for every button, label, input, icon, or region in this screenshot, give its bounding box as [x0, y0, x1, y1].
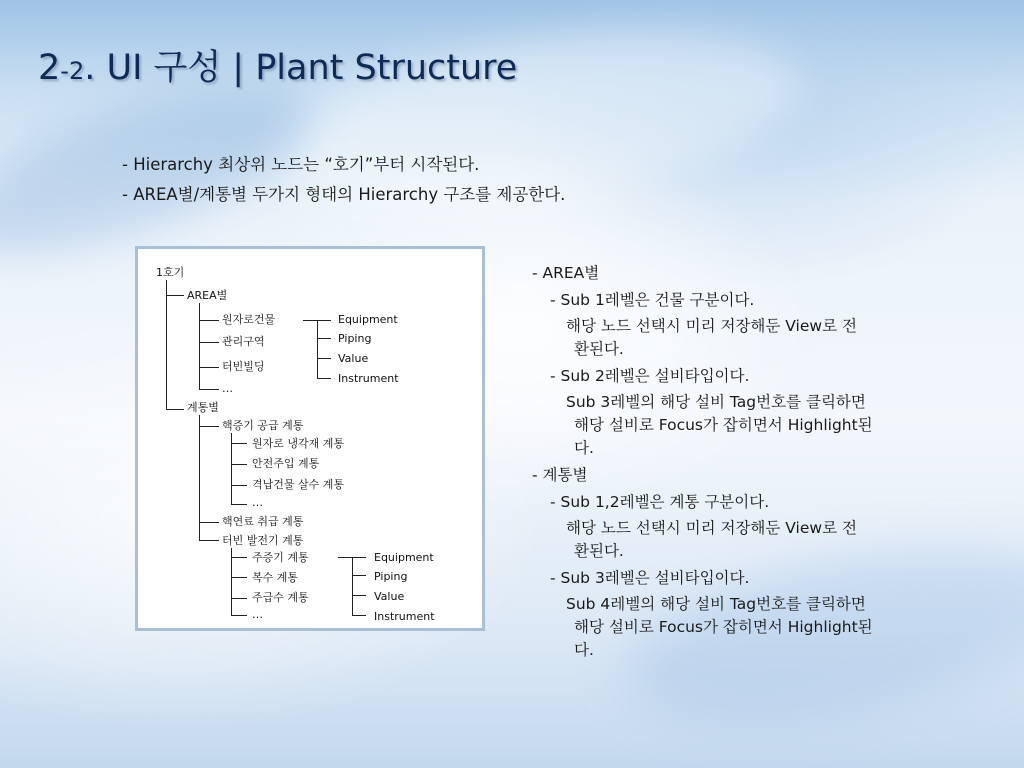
- tree-node-subsystem: …: [252, 496, 263, 509]
- hierarchy-tree-panel: [135, 246, 485, 631]
- tree-node-system-item: 핵증기 공급 계통: [222, 419, 304, 432]
- tree-connector: [317, 378, 331, 379]
- intro-line-1: - Hierarchy 최상위 노드는 “호기”부터 시작된다.: [122, 155, 480, 174]
- tree-node-subsystem: 안전주입 계통: [252, 457, 320, 470]
- tree-connector: [199, 389, 219, 390]
- tree-node-area-item: …: [222, 382, 233, 395]
- desc-line: 환된다.: [574, 542, 624, 560]
- title-text: . UI 구성 | Plant Structure: [84, 48, 518, 88]
- tree-connector: [317, 320, 318, 378]
- desc-line: 다.: [574, 439, 594, 457]
- tree-connector: [199, 342, 219, 343]
- tree-node-subsystem: 주증기 계통: [252, 551, 309, 564]
- tree-connector: [231, 485, 247, 486]
- desc-system-sub1: - Sub 1,2레벨은 계통 구분이다.: [550, 493, 770, 511]
- desc-system-sub3: - Sub 3레벨은 설비타입이다.: [550, 569, 750, 587]
- desc-area-sub3-detail: [532, 391, 961, 460]
- hierarchy-tree: [138, 249, 482, 628]
- tree-connector: [199, 367, 219, 368]
- tree-node-system-item: 핵연료 취급 계통: [222, 515, 304, 528]
- tree-connector: [352, 615, 366, 616]
- desc-area-sub1-detail: [532, 315, 961, 361]
- desc-line: 해당 설비로 Focus가 잡히면서 Highlight된: [574, 618, 873, 636]
- tree-node-root: 1호기: [156, 266, 185, 279]
- tree-node-type: Instrument: [374, 610, 435, 623]
- tree-node-subsystem: 원자로 냉각재 계통: [252, 437, 345, 450]
- tree-node-type: Equipment: [338, 313, 398, 326]
- tree-connector: [199, 303, 200, 389]
- tree-connector: [231, 504, 247, 505]
- tree-connector: [199, 426, 219, 427]
- desc-line: 환된다.: [574, 340, 624, 358]
- tree-node-type: Value: [338, 352, 369, 365]
- tree-connector: [199, 540, 219, 541]
- tree-connector: [199, 522, 219, 523]
- slide-title: [38, 40, 517, 90]
- tree-connector: [231, 548, 232, 615]
- tree-node-type: Piping: [374, 570, 408, 583]
- tree-connector: [166, 280, 167, 409]
- tree-node-area-item: 원자로건물: [222, 313, 276, 326]
- desc-area-heading: - AREA별: [532, 264, 600, 282]
- tree-connector: [231, 443, 247, 444]
- title-subnumber: -2: [60, 57, 85, 85]
- tree-node-area-item: 터빈빌딩: [222, 360, 265, 373]
- tree-connector: [166, 409, 184, 410]
- tree-connector: [231, 615, 247, 616]
- tree-node-subsystem: 격납건물 살수 계통: [252, 478, 345, 491]
- tree-connector: [352, 575, 366, 576]
- desc-area-sub2: - Sub 2레벨은 설비타입이다.: [550, 367, 750, 385]
- tree-connector: [317, 338, 331, 339]
- tree-connector: [352, 595, 366, 596]
- desc-line: 해당 노드 선택시 미리 저장해둔 View로 전: [566, 519, 857, 537]
- tree-node-system: 계통별: [187, 401, 219, 414]
- tree-node-subsystem: 주급수 계통: [252, 591, 309, 604]
- tree-connector: [231, 598, 247, 599]
- tree-node-area: AREA별: [187, 289, 228, 302]
- tree-connector: [352, 557, 353, 615]
- desc-system-sub1-detail: [532, 517, 961, 563]
- tree-node-subsystem: …: [252, 608, 263, 621]
- desc-line: 해당 설비로 Focus가 잡히면서 Highlight된: [574, 416, 873, 434]
- desc-line: 다.: [574, 641, 594, 659]
- desc-line: Sub 3레벨의 해당 설비 Tag번호를 클릭하면: [566, 393, 866, 411]
- tree-connector: [317, 358, 331, 359]
- tree-node-type: Equipment: [374, 551, 434, 564]
- desc-line: 해당 노드 선택시 미리 저장해둔 View로 전: [566, 317, 857, 335]
- intro-line-2: - AREA별/계통별 두가지 형태의 Hierarchy 구조를 제공한다.: [122, 185, 566, 204]
- tree-connector: [231, 464, 247, 465]
- tree-node-area-item: 관리구역: [222, 335, 265, 348]
- tree-node-type: Value: [374, 590, 405, 603]
- tree-connector: [231, 557, 247, 558]
- tree-connector: [199, 320, 219, 321]
- desc-area-sub1: - Sub 1레벨은 건물 구분이다.: [550, 291, 755, 309]
- intro-bullets: [122, 150, 565, 210]
- desc-system-heading: - 계통별: [532, 466, 588, 484]
- description-panel: [532, 262, 961, 662]
- tree-node-subsystem: 복수 계통: [252, 571, 299, 584]
- tree-connector: [166, 295, 184, 296]
- tree-node-system-item: 터빈 발전기 계통: [222, 534, 304, 547]
- desc-system-sub4-detail: [532, 593, 961, 662]
- tree-node-type: Piping: [338, 332, 372, 345]
- desc-line: Sub 4레벨의 해당 설비 Tag번호를 클릭하면: [566, 595, 866, 613]
- tree-connector: [231, 577, 247, 578]
- tree-node-type: Instrument: [338, 372, 399, 385]
- title-number: 2: [38, 48, 61, 88]
